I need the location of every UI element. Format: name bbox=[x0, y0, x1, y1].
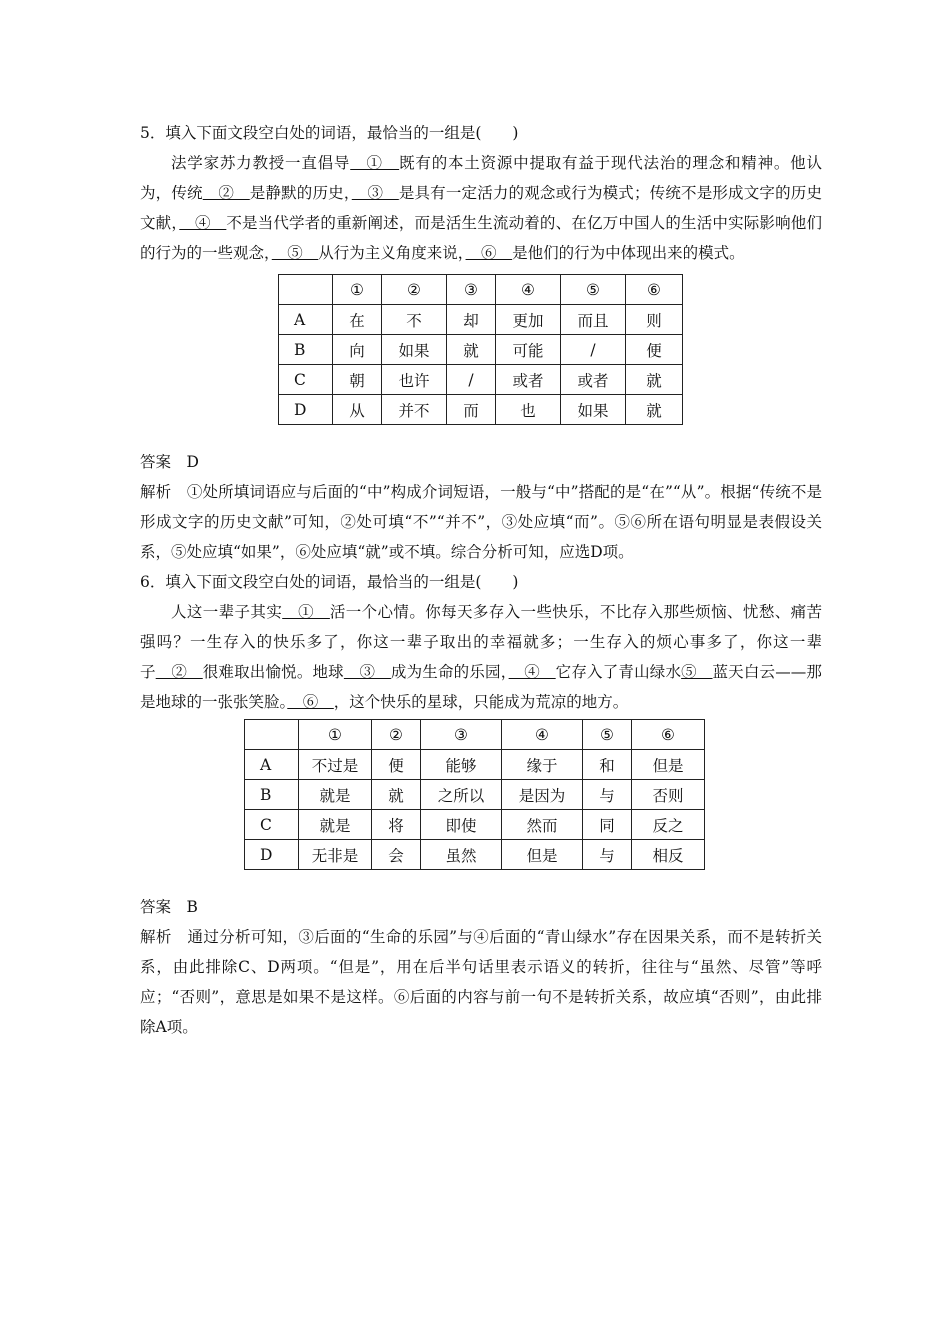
blank-5: ⑤ bbox=[681, 663, 713, 681]
question-5-options-table bbox=[278, 274, 683, 425]
table-cell bbox=[245, 720, 299, 750]
passage-text: 很难取出愉悦。地球 bbox=[202, 663, 344, 681]
table-cell: B bbox=[279, 335, 333, 365]
table-cell: ② bbox=[382, 275, 447, 305]
table-cell: 就 bbox=[447, 335, 496, 365]
table-cell: 就 bbox=[626, 395, 683, 425]
blank-6: ⑥ bbox=[465, 244, 513, 262]
question-6 bbox=[140, 567, 822, 1042]
table-row bbox=[279, 395, 683, 425]
table-cell: 会 bbox=[372, 840, 421, 870]
table-cell: ① bbox=[299, 720, 372, 750]
blank-4: ④ bbox=[179, 214, 227, 232]
table-cell: ⑥ bbox=[632, 720, 705, 750]
passage-text: 蓝天白云——那是地球的一张张笑脸。 bbox=[140, 663, 822, 711]
table-cell: 而且 bbox=[561, 305, 626, 335]
table-cell: 与 bbox=[583, 780, 632, 810]
question-6-analysis: 解析 通过分析可知，③后面的“生命的乐园”与④后面的“青山绿水”存在因果关系，而不是转折关系，由此排除C、D两项。“但是”，用在后半句话里表示语义的转折，往往与“虽然、尽管”等呼应；“否则”，意思是如果不是这样。⑥后面的内容与前一句不是转折关系，故应填“否则”，由此排除A项。 bbox=[140, 928, 822, 1036]
question-6-options-table bbox=[244, 719, 705, 870]
table-cell: 或者 bbox=[561, 365, 626, 395]
table-cell: 将 bbox=[372, 810, 421, 840]
table-cell: 也许 bbox=[382, 365, 447, 395]
table-cell: 如果 bbox=[561, 395, 626, 425]
table-cell: 就是 bbox=[299, 810, 372, 840]
table-cell: 也 bbox=[496, 395, 561, 425]
table-cell: ⑤ bbox=[561, 275, 626, 305]
table-cell: 朝 bbox=[333, 365, 382, 395]
table-cell: 但是 bbox=[502, 840, 583, 870]
passage-text: 是他们的行为中体现出来的模式。 bbox=[512, 244, 745, 262]
document-page bbox=[140, 118, 822, 1042]
table-cell: / bbox=[447, 365, 496, 395]
table-cell: ⑤ bbox=[583, 720, 632, 750]
table-cell: 同 bbox=[583, 810, 632, 840]
table-cell: 则 bbox=[626, 305, 683, 335]
question-6-answer: 答案 B bbox=[140, 898, 198, 916]
table-cell: / bbox=[561, 335, 626, 365]
blank-3: ③ bbox=[343, 663, 391, 681]
blank-1: ① bbox=[350, 154, 400, 172]
table-cell: ⑥ bbox=[626, 275, 683, 305]
table-cell: 是因为 bbox=[502, 780, 583, 810]
table-cell: 更加 bbox=[496, 305, 561, 335]
table-cell: 能够 bbox=[421, 750, 502, 780]
table-cell: 可能 bbox=[496, 335, 561, 365]
passage-text: 法学家苏力教授一直倡导 bbox=[171, 154, 351, 172]
blank-2: ② bbox=[155, 663, 203, 681]
table-cell: ③ bbox=[447, 275, 496, 305]
passage-text: 人这一辈子其实 bbox=[171, 603, 283, 621]
table-cell: ② bbox=[372, 720, 421, 750]
table-cell: 不过是 bbox=[299, 750, 372, 780]
table-cell: 从 bbox=[333, 395, 382, 425]
table-cell: 缘于 bbox=[502, 750, 583, 780]
table-row bbox=[245, 780, 705, 810]
table-cell: 相反 bbox=[632, 840, 705, 870]
question-6-title: 6．填入下面文段空白处的词语，最恰当的一组是( ) bbox=[140, 573, 519, 591]
passage-text: 是具有一定活力的观念或行为模式；传统不是形成文字的历史文献， bbox=[140, 184, 822, 232]
table-cell: 便 bbox=[372, 750, 421, 780]
table-cell: 却 bbox=[447, 305, 496, 335]
question-5-answer: 答案 D bbox=[140, 453, 199, 471]
table-row bbox=[279, 335, 683, 365]
passage-text: 从行为主义角度来说， bbox=[318, 244, 466, 262]
table-cell: 如果 bbox=[382, 335, 447, 365]
passage-text: 既有的本土资源中提取有益于现代法治的理念和精神。他认为，传统 bbox=[140, 154, 822, 202]
table-cell: 就 bbox=[626, 365, 683, 395]
blank-2: ② bbox=[202, 184, 250, 202]
blank-4: ④ bbox=[508, 663, 556, 681]
table-cell: A bbox=[279, 305, 333, 335]
table-cell: ④ bbox=[496, 275, 561, 305]
table-cell: 否则 bbox=[632, 780, 705, 810]
table-cell: C bbox=[279, 365, 333, 395]
table-cell: D bbox=[279, 395, 333, 425]
passage-text: 成为生命的乐园， bbox=[390, 663, 509, 681]
passage-text: 不是当代学者的重新阐述，而是活生生流动着的、在亿万中国人的生活中实际影响他们的行为的一些观念， bbox=[140, 214, 822, 262]
table-cell: ① bbox=[333, 275, 382, 305]
table-cell: 然而 bbox=[502, 810, 583, 840]
table-cell: 之所以 bbox=[421, 780, 502, 810]
table-cell: 与 bbox=[583, 840, 632, 870]
table-row bbox=[245, 810, 705, 840]
table-cell: 或者 bbox=[496, 365, 561, 395]
table-cell: 在 bbox=[333, 305, 382, 335]
table-row bbox=[245, 750, 705, 780]
table-cell: 并不 bbox=[382, 395, 447, 425]
table-cell: ③ bbox=[421, 720, 502, 750]
table-cell bbox=[279, 275, 333, 305]
table-cell: 不 bbox=[382, 305, 447, 335]
table-cell: 无非是 bbox=[299, 840, 372, 870]
question-5-passage bbox=[140, 148, 822, 268]
table-cell: 就 bbox=[372, 780, 421, 810]
table-cell: ④ bbox=[502, 720, 583, 750]
table-cell: 就是 bbox=[299, 780, 372, 810]
table-cell: 便 bbox=[626, 335, 683, 365]
blank-5: ⑤ bbox=[271, 244, 319, 262]
table-header-row bbox=[245, 720, 705, 750]
blank-3: ③ bbox=[351, 184, 399, 202]
blank-6: ⑥ bbox=[287, 693, 334, 711]
table-row bbox=[245, 840, 705, 870]
passage-text: 是静默的历史， bbox=[249, 184, 352, 202]
table-cell: B bbox=[245, 780, 299, 810]
table-cell: D bbox=[245, 840, 299, 870]
table-cell: 即使 bbox=[421, 810, 502, 840]
table-row bbox=[279, 305, 683, 335]
table-cell: 和 bbox=[583, 750, 632, 780]
table-row bbox=[279, 365, 683, 395]
table-header-row bbox=[279, 275, 683, 305]
table-cell: C bbox=[245, 810, 299, 840]
table-cell: 反之 bbox=[632, 810, 705, 840]
question-6-passage bbox=[140, 597, 822, 717]
question-5 bbox=[140, 118, 822, 567]
passage-text: 活一个心情。你每天多存入一些快乐，不比存入那些烦恼、忧愁、痛苦强吗？一生存入的快乐多了，你这一辈子取出的幸福就多；一生存入的烦心事多了，你这一辈子 bbox=[140, 603, 822, 681]
table-cell: 虽然 bbox=[421, 840, 502, 870]
table-cell: A bbox=[245, 750, 299, 780]
table-cell: 向 bbox=[333, 335, 382, 365]
blank-1: ① bbox=[282, 603, 330, 621]
question-5-analysis: 解析 ①处所填词语应与后面的“中”构成介词短语，一般与“中”搭配的是“在”“从”。根据“传统不是形成文字的历史文献”可知，②处可填“不”“并不”，③处应填“而”。⑤⑥所在语句明显是表假设关系，⑤处应填“如果”，⑥处应填“就”或不填。综合分析可知，应选D项。 bbox=[140, 483, 822, 561]
question-5-title: 5．填入下面文段空白处的词语，最恰当的一组是( ) bbox=[140, 124, 519, 142]
passage-text: ，这个快乐的星球，只能成为荒凉的地方。 bbox=[333, 693, 629, 711]
table-cell: 但是 bbox=[632, 750, 705, 780]
table-cell: 而 bbox=[447, 395, 496, 425]
passage-text: 它存入了青山绿水 bbox=[555, 663, 682, 681]
